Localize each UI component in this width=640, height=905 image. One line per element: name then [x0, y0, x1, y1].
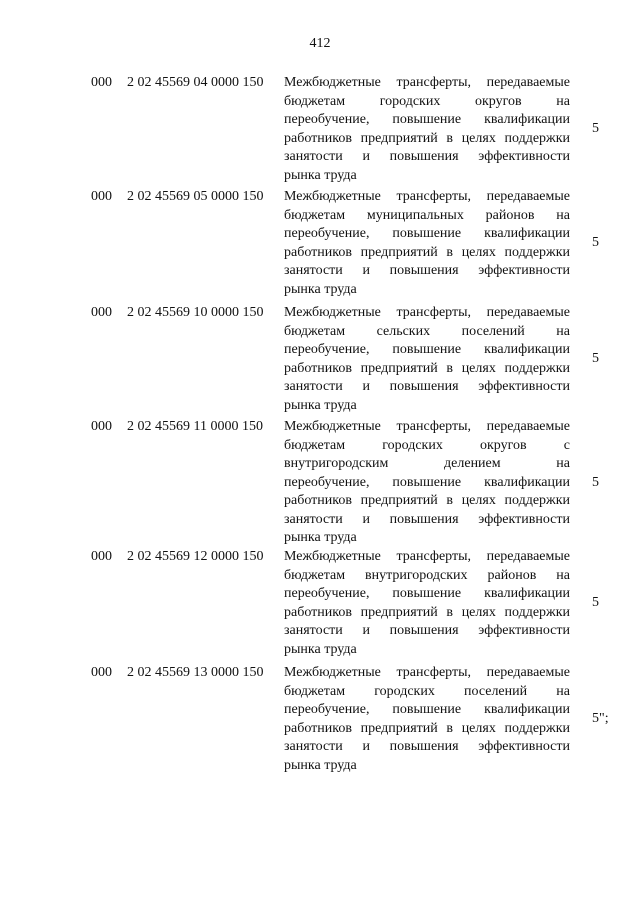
- admin-code: 000: [91, 549, 112, 564]
- budget-classification-code: 2 02 45569 12 0000 150: [127, 549, 264, 564]
- description-line: бюджетам городских округов на: [284, 93, 570, 109]
- description-line: Межбюджетные трансферты, передаваемые: [284, 549, 570, 564]
- description-line: переобучение, повышение квалификации: [284, 702, 570, 717]
- description-line: переобучение, повышение квалификации: [284, 226, 570, 241]
- description-line: Межбюджетные трансферты, передаваемые: [284, 189, 570, 204]
- description-line: работников предприятий в целях поддержки: [284, 720, 570, 736]
- budget-classification-code: 2 02 45569 05 0000 150: [127, 189, 264, 204]
- admin-code: 000: [91, 75, 112, 90]
- description-line: работников предприятий в целях поддержки: [284, 244, 570, 260]
- description-line: внутригородским делением на: [284, 456, 570, 471]
- amount-value: 5: [592, 351, 599, 367]
- description-line: занятости и повышения эффективности: [284, 511, 570, 527]
- description-line: занятости и повышения эффективности: [284, 739, 570, 754]
- description-line: работников предприятий в целях поддержки: [284, 360, 570, 376]
- description-line: бюджетам городских округов с: [284, 437, 570, 453]
- description-line: рынка труда: [284, 167, 357, 183]
- admin-code: 000: [91, 419, 112, 434]
- description-line: Межбюджетные трансферты, передаваемые: [284, 305, 570, 320]
- description-line: занятости и повышения эффективности: [284, 379, 570, 394]
- amount-value: 5: [592, 595, 599, 611]
- amount-value: 5";: [592, 711, 609, 727]
- description-line: занятости и повышения эффективности: [284, 263, 570, 278]
- transfer-description: [284, 418, 570, 548]
- description-line: занятости и повышения эффективности: [284, 149, 570, 164]
- budget-classification-code: 2 02 45569 10 0000 150: [127, 305, 264, 320]
- description-line: переобучение, повышение квалификации: [284, 342, 570, 357]
- admin-code: 000: [91, 189, 112, 204]
- description-line: рынка труда: [284, 641, 357, 657]
- description-line: переобучение, повышение квалификации: [284, 586, 570, 601]
- description-line: занятости и повышения эффективности: [284, 623, 570, 638]
- description-line: Межбюджетные трансферты, передаваемые: [284, 75, 570, 90]
- budget-classification-code: 2 02 45569 04 0000 150: [127, 75, 264, 90]
- transfer-description: [284, 188, 570, 299]
- description-line: работников предприятий в целях поддержки: [284, 130, 570, 146]
- description-line: Межбюджетные трансферты, передаваемые: [284, 665, 570, 680]
- admin-code: 000: [91, 305, 112, 320]
- amount-value: 5: [592, 474, 599, 490]
- description-line: работников предприятий в целях поддержки: [284, 493, 570, 508]
- description-line: рынка труда: [284, 397, 357, 413]
- description-line: бюджетам городских поселений на: [284, 683, 570, 699]
- description-line: бюджетам муниципальных районов на: [284, 207, 570, 223]
- transfer-description: [284, 664, 570, 775]
- budget-classification-code: 2 02 45569 13 0000 150: [127, 665, 264, 680]
- page-number: 412: [309, 36, 331, 51]
- description-line: бюджетам внутригородских районов на: [284, 567, 570, 583]
- description-line: переобучение, повышение квалификации: [284, 112, 570, 127]
- description-line: работников предприятий в целях поддержки: [284, 604, 570, 620]
- amount-value: 5: [592, 121, 599, 137]
- admin-code: 000: [91, 665, 112, 680]
- description-line: бюджетам сельских поселений на: [284, 323, 570, 339]
- transfer-description: [284, 74, 570, 185]
- description-line: Межбюджетные трансферты, передаваемые: [284, 419, 570, 434]
- amount-value: 5: [592, 235, 599, 251]
- description-line: рынка труда: [284, 530, 357, 545]
- transfer-description: [284, 548, 570, 659]
- budget-classification-code: 2 02 45569 11 0000 150: [127, 419, 263, 434]
- transfer-description: [284, 304, 570, 415]
- description-line: переобучение, повышение квалификации: [284, 474, 570, 490]
- description-line: рынка труда: [284, 281, 357, 297]
- description-line: рынка труда: [284, 757, 357, 773]
